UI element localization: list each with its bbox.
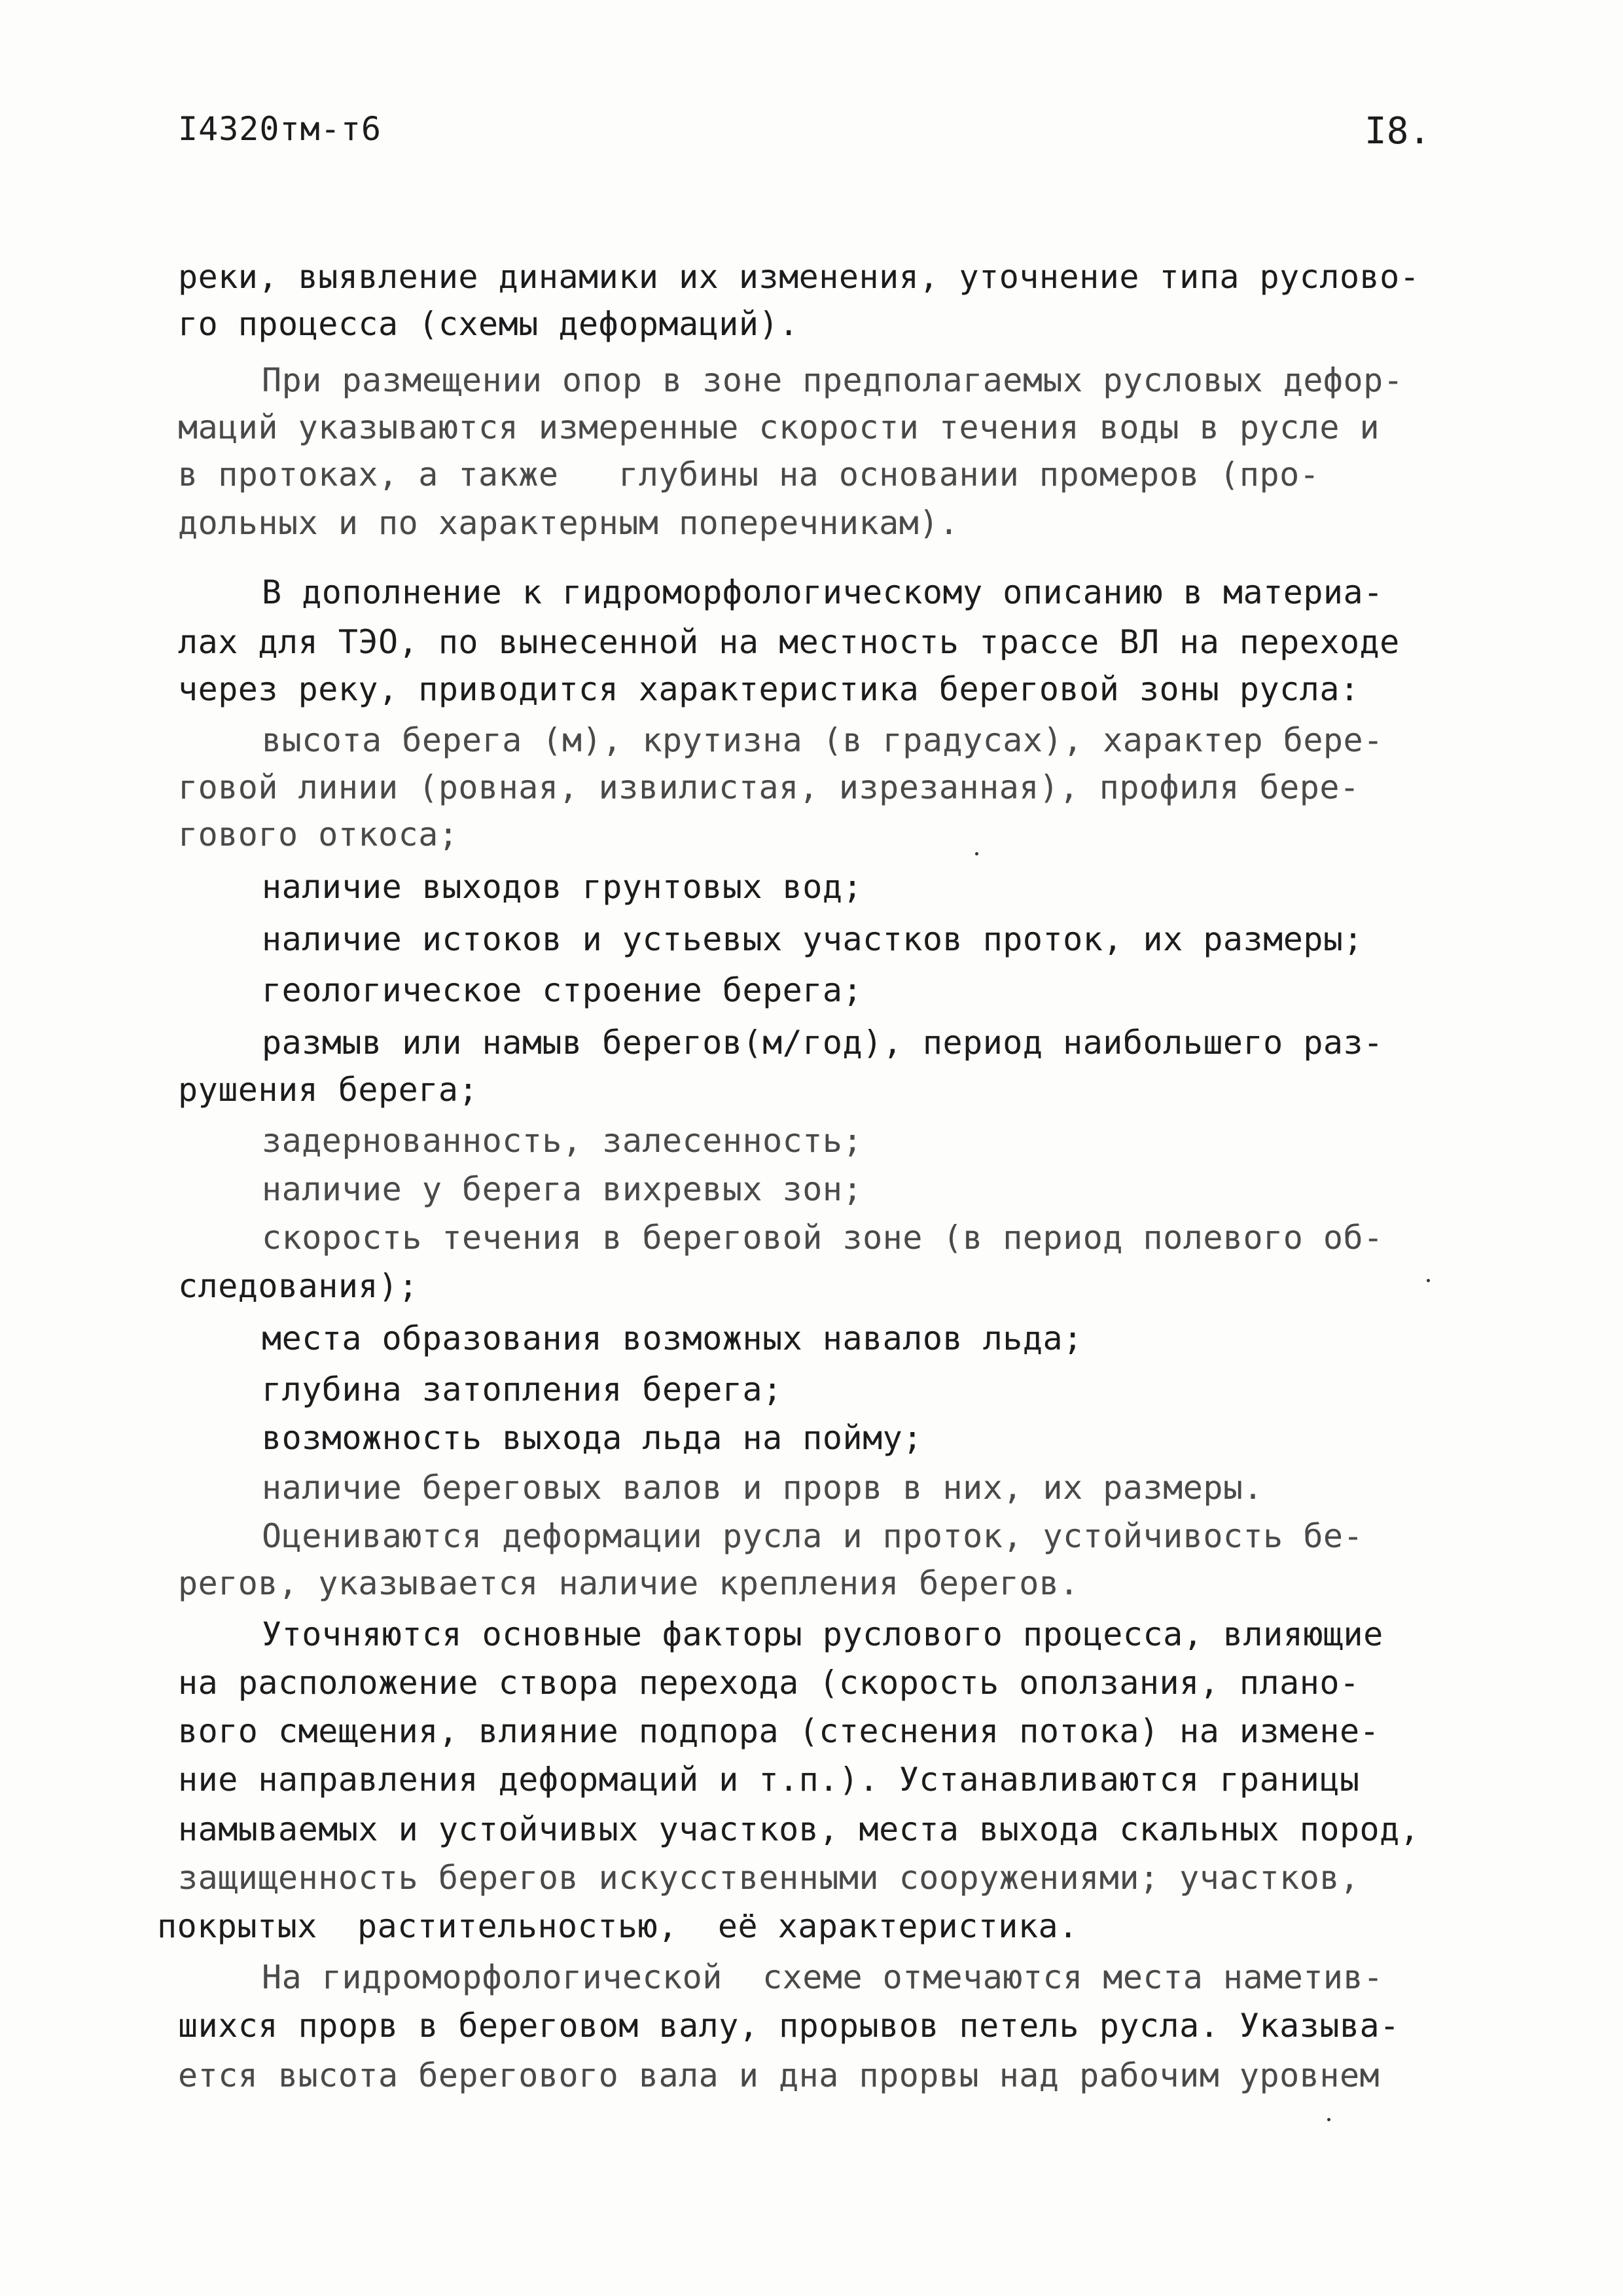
text-line: го процесса (схемы деформаций). xyxy=(178,305,799,343)
text-line: дольных и по характерным поперечникам). xyxy=(178,504,959,542)
text-line: лах для ТЭО, по вынесенной на местность трассе ВЛ на переходе xyxy=(178,623,1400,661)
text-line: Оцениваются деформации русла и проток, устойчивость бе- xyxy=(262,1517,1364,1555)
text-line: через реку, приводится характеристика береговой зоны русла: xyxy=(178,670,1360,708)
text-line: в протоках, а также глубины на основании промеров (про- xyxy=(178,456,1320,493)
text-line: наличие береговых валов и прорв в них, их размеры. xyxy=(262,1469,1264,1507)
text-line: геологическое строение берега; xyxy=(262,971,863,1009)
scan-speck xyxy=(1327,2118,1330,2121)
text-line: следования); xyxy=(178,1267,419,1305)
text-line: наличие истоков и устьевых участков проток, их размеры; xyxy=(262,920,1364,958)
text-line: гового откоса; xyxy=(178,816,459,853)
text-line: маций указываются измеренные скорости течения воды в русле и xyxy=(178,408,1380,446)
text-line: наличие выходов грунтовых вод; xyxy=(262,868,863,906)
text-line: высота берега (м), крутизна (в градусах), характер бере- xyxy=(262,721,1383,759)
page-number: I8. xyxy=(1364,110,1431,152)
text-line: регов, указывается наличие крепления берегов. xyxy=(178,1564,1080,1602)
text-line: Уточняются основные факторы руслового процесса, влияющие xyxy=(262,1615,1383,1653)
text-line: наличие у берега вихревых зон; xyxy=(262,1170,863,1208)
scan-speck xyxy=(1427,1279,1430,1282)
text-line: размыв или намыв берегов(м/год), период наибольшего раз- xyxy=(262,1024,1383,1062)
text-line: ется высота берегового вала и дна прорвы над рабочим уровнем xyxy=(178,2056,1380,2094)
text-line: говой линии (ровная, извилистая, изрезанная), профиля бере- xyxy=(178,768,1360,806)
text-line: защищенность берегов искусственными сооружениями; участков, xyxy=(178,1859,1360,1897)
text-line: ние направления деформаций и т.п.). Устанавливаются границы xyxy=(178,1761,1360,1799)
text-line: на расположение створа перехода (скорость оползания, плано- xyxy=(178,1664,1360,1702)
text-line: возможность выхода льда на пойму; xyxy=(262,1419,923,1457)
text-line: На гидроморфологической схеме отмечаются места наметив- xyxy=(262,1958,1383,1996)
text-line: При размещении опор в зоне предполагаемых русловых дефор- xyxy=(262,361,1404,399)
scan-speck xyxy=(975,852,978,855)
text-line: намываемых и устойчивых участков, места выхода скальных пород, xyxy=(178,1810,1420,1848)
text-line: реки, выявление динамики их изменения, уточнение типа руслово- xyxy=(178,258,1420,296)
text-line: скорость течения в береговой зоне (в период полевого об- xyxy=(262,1219,1383,1257)
text-line: В дополнение к гидроморфологическому описанию в материа- xyxy=(262,573,1383,611)
text-line: шихся прорв в береговом валу, прорывов петель русла. Указыва- xyxy=(178,2007,1400,2045)
text-line: вого смещения, влияние подпора (стеснения потока) на измене- xyxy=(178,1712,1380,1750)
text-line: рушения берега; xyxy=(178,1071,479,1109)
text-line: глубина затопления берега; xyxy=(262,1371,783,1408)
text-line: покрытых растительностью, её характеристика. xyxy=(157,1907,1079,1945)
document-code: I4320тм-т6 xyxy=(178,110,382,148)
text-line: задернованность, залесенность; xyxy=(262,1122,863,1160)
text-line: места образования возможных навалов льда; xyxy=(262,1319,1083,1357)
